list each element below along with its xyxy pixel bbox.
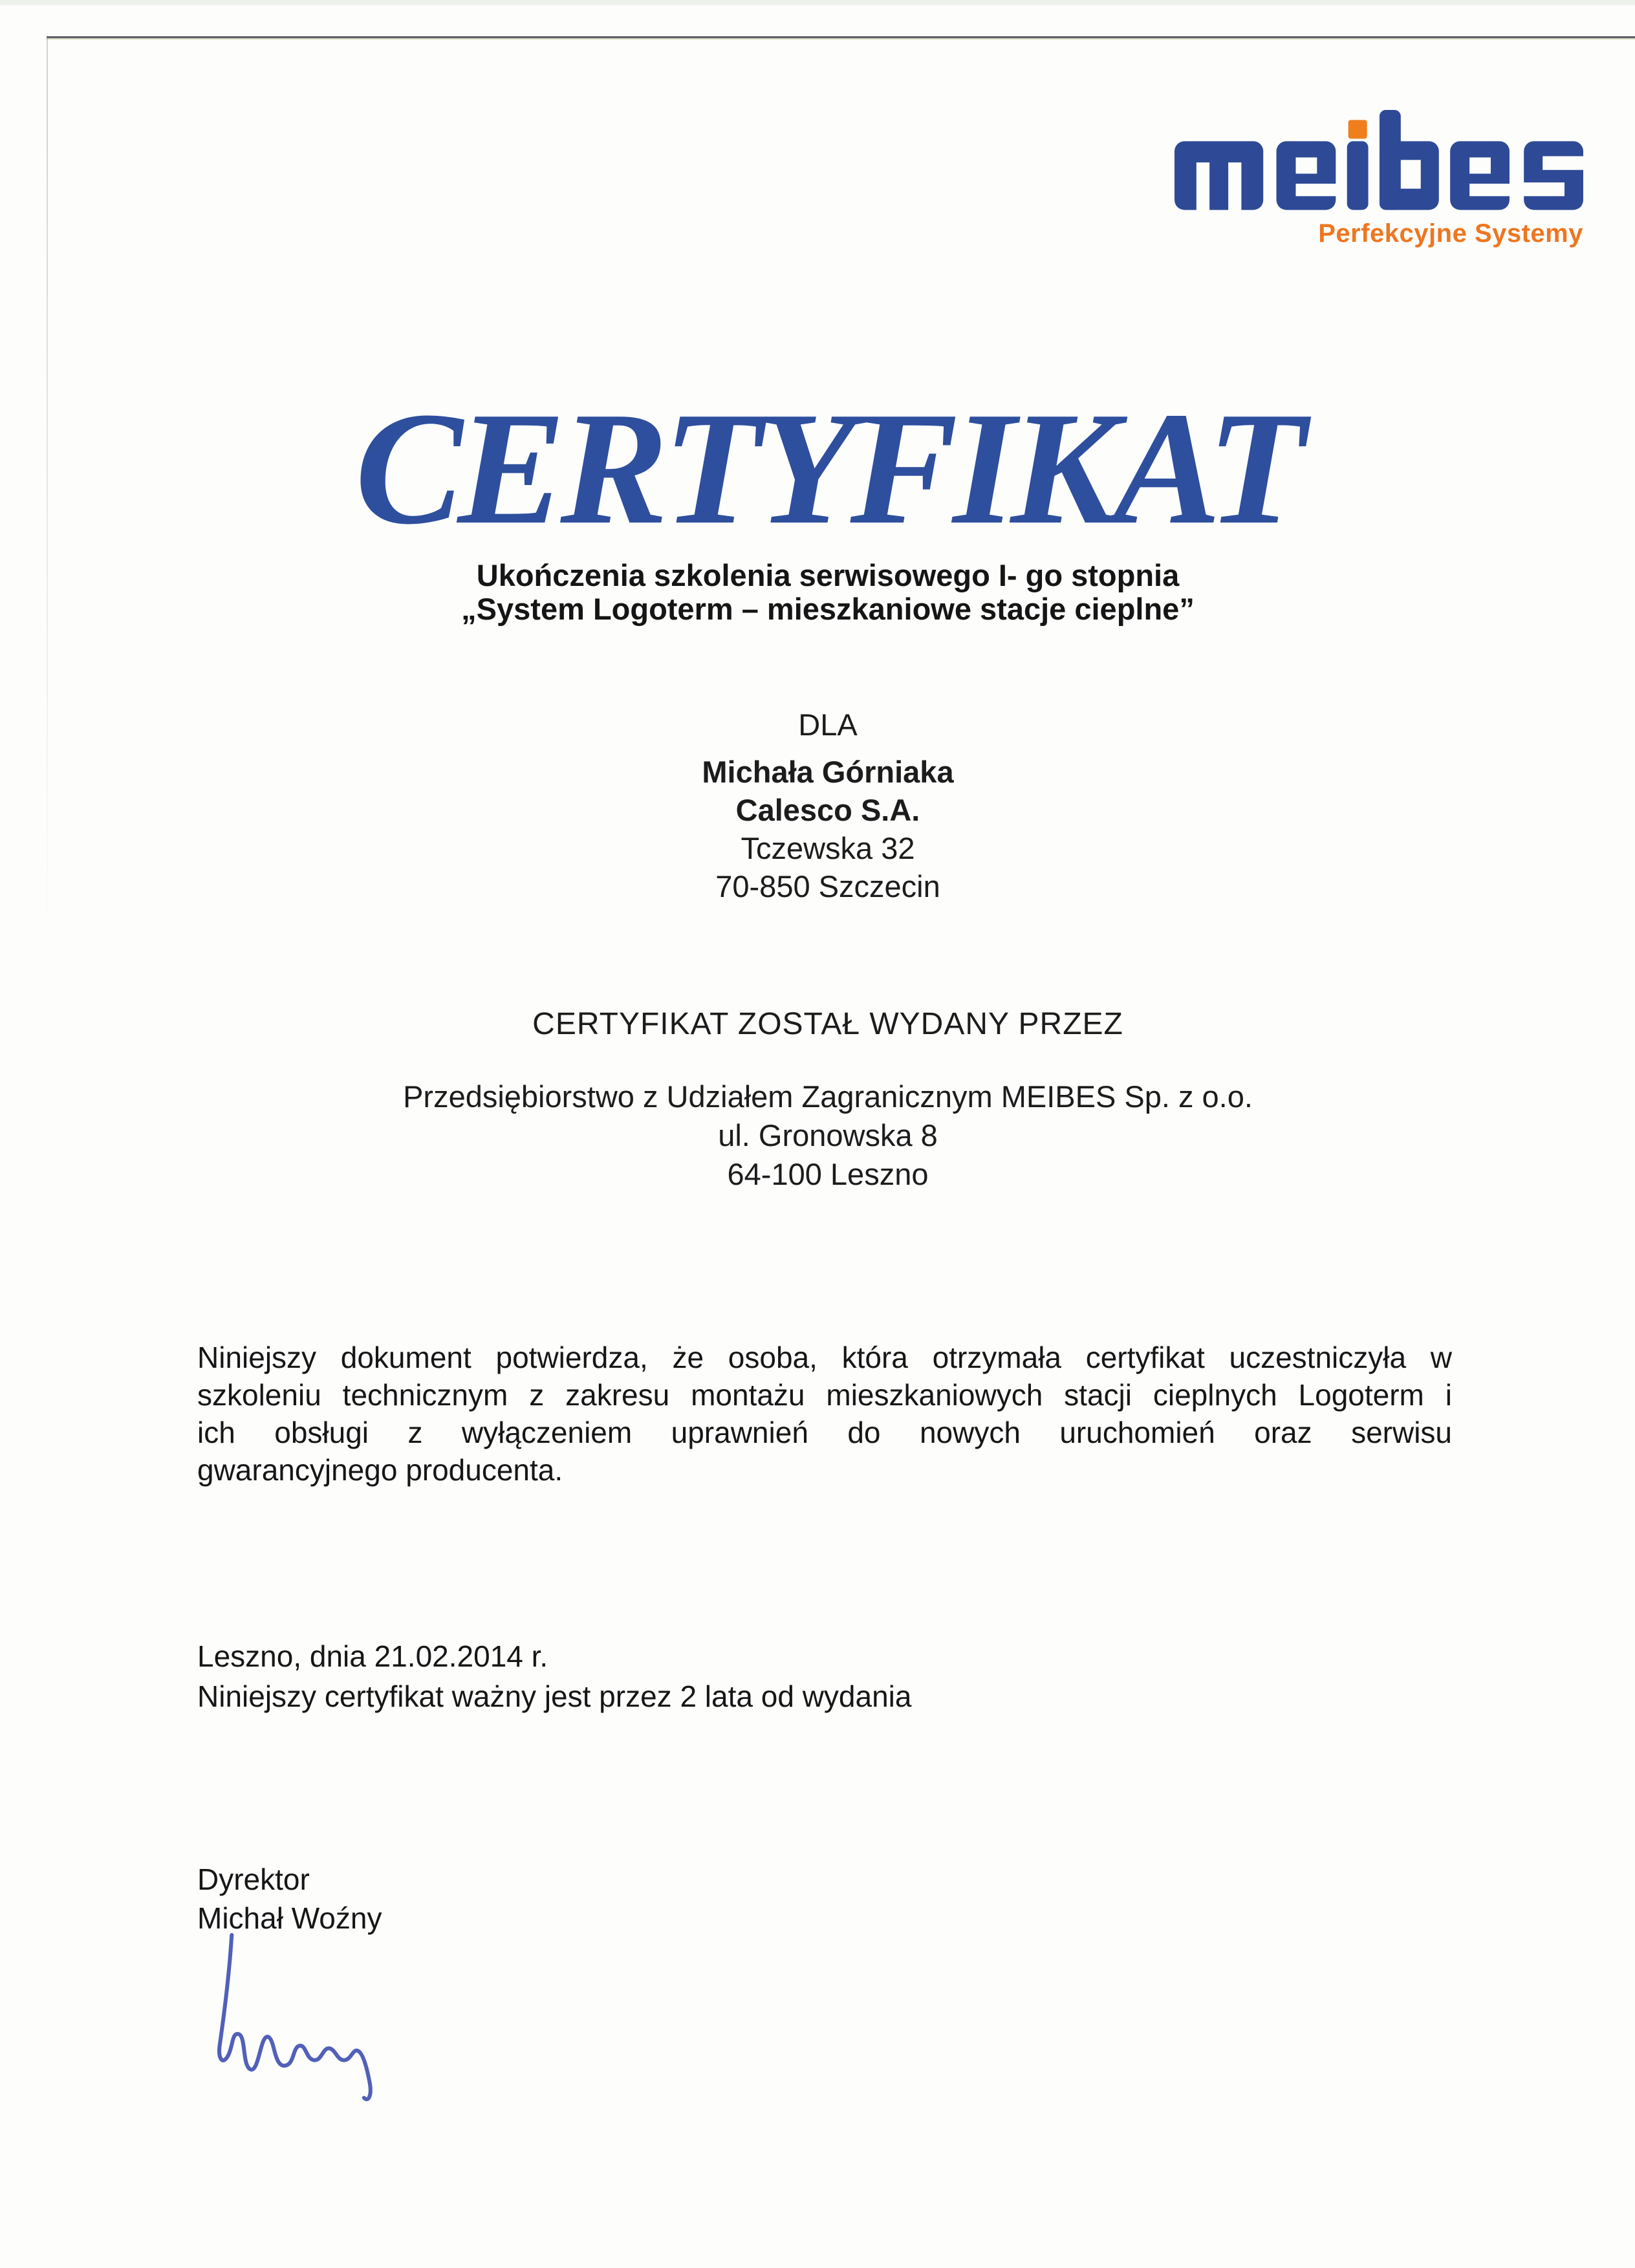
certificate-subtitle (188, 559, 1468, 626)
subtitle-line-2: „System Logoterm – mieszkaniowe stacje cieplne” (461, 592, 1195, 626)
subtitle-line-1: Ukończenia szkolenia serwisowego I- go stopnia (476, 558, 1180, 592)
handwritten-signature (213, 1931, 376, 2106)
logo-letter-e2 (1450, 141, 1510, 210)
logo-letter-b (1380, 110, 1439, 210)
paragraph-line-4: gwarancyjnego producenta. (197, 1453, 563, 1487)
scanner-top-strip (0, 0, 1635, 5)
signatory-role: Dyrektor (197, 1863, 310, 1896)
paragraph-line-1: Niniejszy dokument potwierdza, że osoba, która otrzymała certyfikat uczestniczyła w (197, 1341, 1452, 1374)
logo-letter-s (1523, 141, 1583, 210)
page-left-edge-line (47, 38, 48, 943)
recipient-company: Calesco S.A. (735, 793, 920, 827)
signatory-name: Michał Woźny (197, 1901, 382, 1935)
paragraph-line-2: szkoleniu technicznym z zakresu montażu mieszkaniowych stacji cieplnych Logoterm i (197, 1378, 1452, 1412)
page-top-edge-line (47, 36, 1635, 38)
issue-date-line: Leszno, dnia 21.02.2014 r. (197, 1639, 548, 1673)
recipient-street: Tczewska 32 (741, 831, 915, 865)
meibes-logo (1175, 110, 1583, 210)
issuer-heading: CERTYFIKAT ZOSTAŁ WYDANY PRZEZ (532, 1007, 1123, 1041)
logo-letter-e1 (1277, 141, 1337, 210)
recipient-block (188, 753, 1468, 905)
logo-i-dot (1348, 120, 1367, 138)
issuer-street: ul. Gronowska 8 (718, 1118, 938, 1152)
issuer-block (188, 1077, 1468, 1194)
date-block (197, 1636, 1465, 1716)
logo-tagline: Perfekcyjne Systemy (1318, 219, 1583, 248)
logo-letter-m (1175, 141, 1263, 210)
issuer-city: 64-100 Leszno (727, 1157, 929, 1191)
signatory-block (197, 1860, 779, 1938)
recipient-intro: DLA (798, 707, 858, 742)
recipient-city: 70-850 Szczecin (715, 869, 940, 903)
meibes-logo-block (1175, 110, 1583, 248)
logo-letter-i (1347, 120, 1369, 210)
certificate-title: CERTYFIKAT (354, 379, 1301, 558)
validity-line: Niniejszy certyfikat ważny jest przez 2 lata od wydania (197, 1679, 912, 1713)
issuer-company: Przedsiębiorstwo z Udziałem Zagranicznym MEIBES Sp. z o.o. (403, 1079, 1253, 1114)
confirmation-paragraph (197, 1339, 1452, 1489)
paragraph-line-3: ich obsługi z wyłączeniem uprawnień do nowych uruchomień oraz serwisu (197, 1416, 1452, 1449)
recipient-name: Michała Górniaka (702, 755, 954, 789)
